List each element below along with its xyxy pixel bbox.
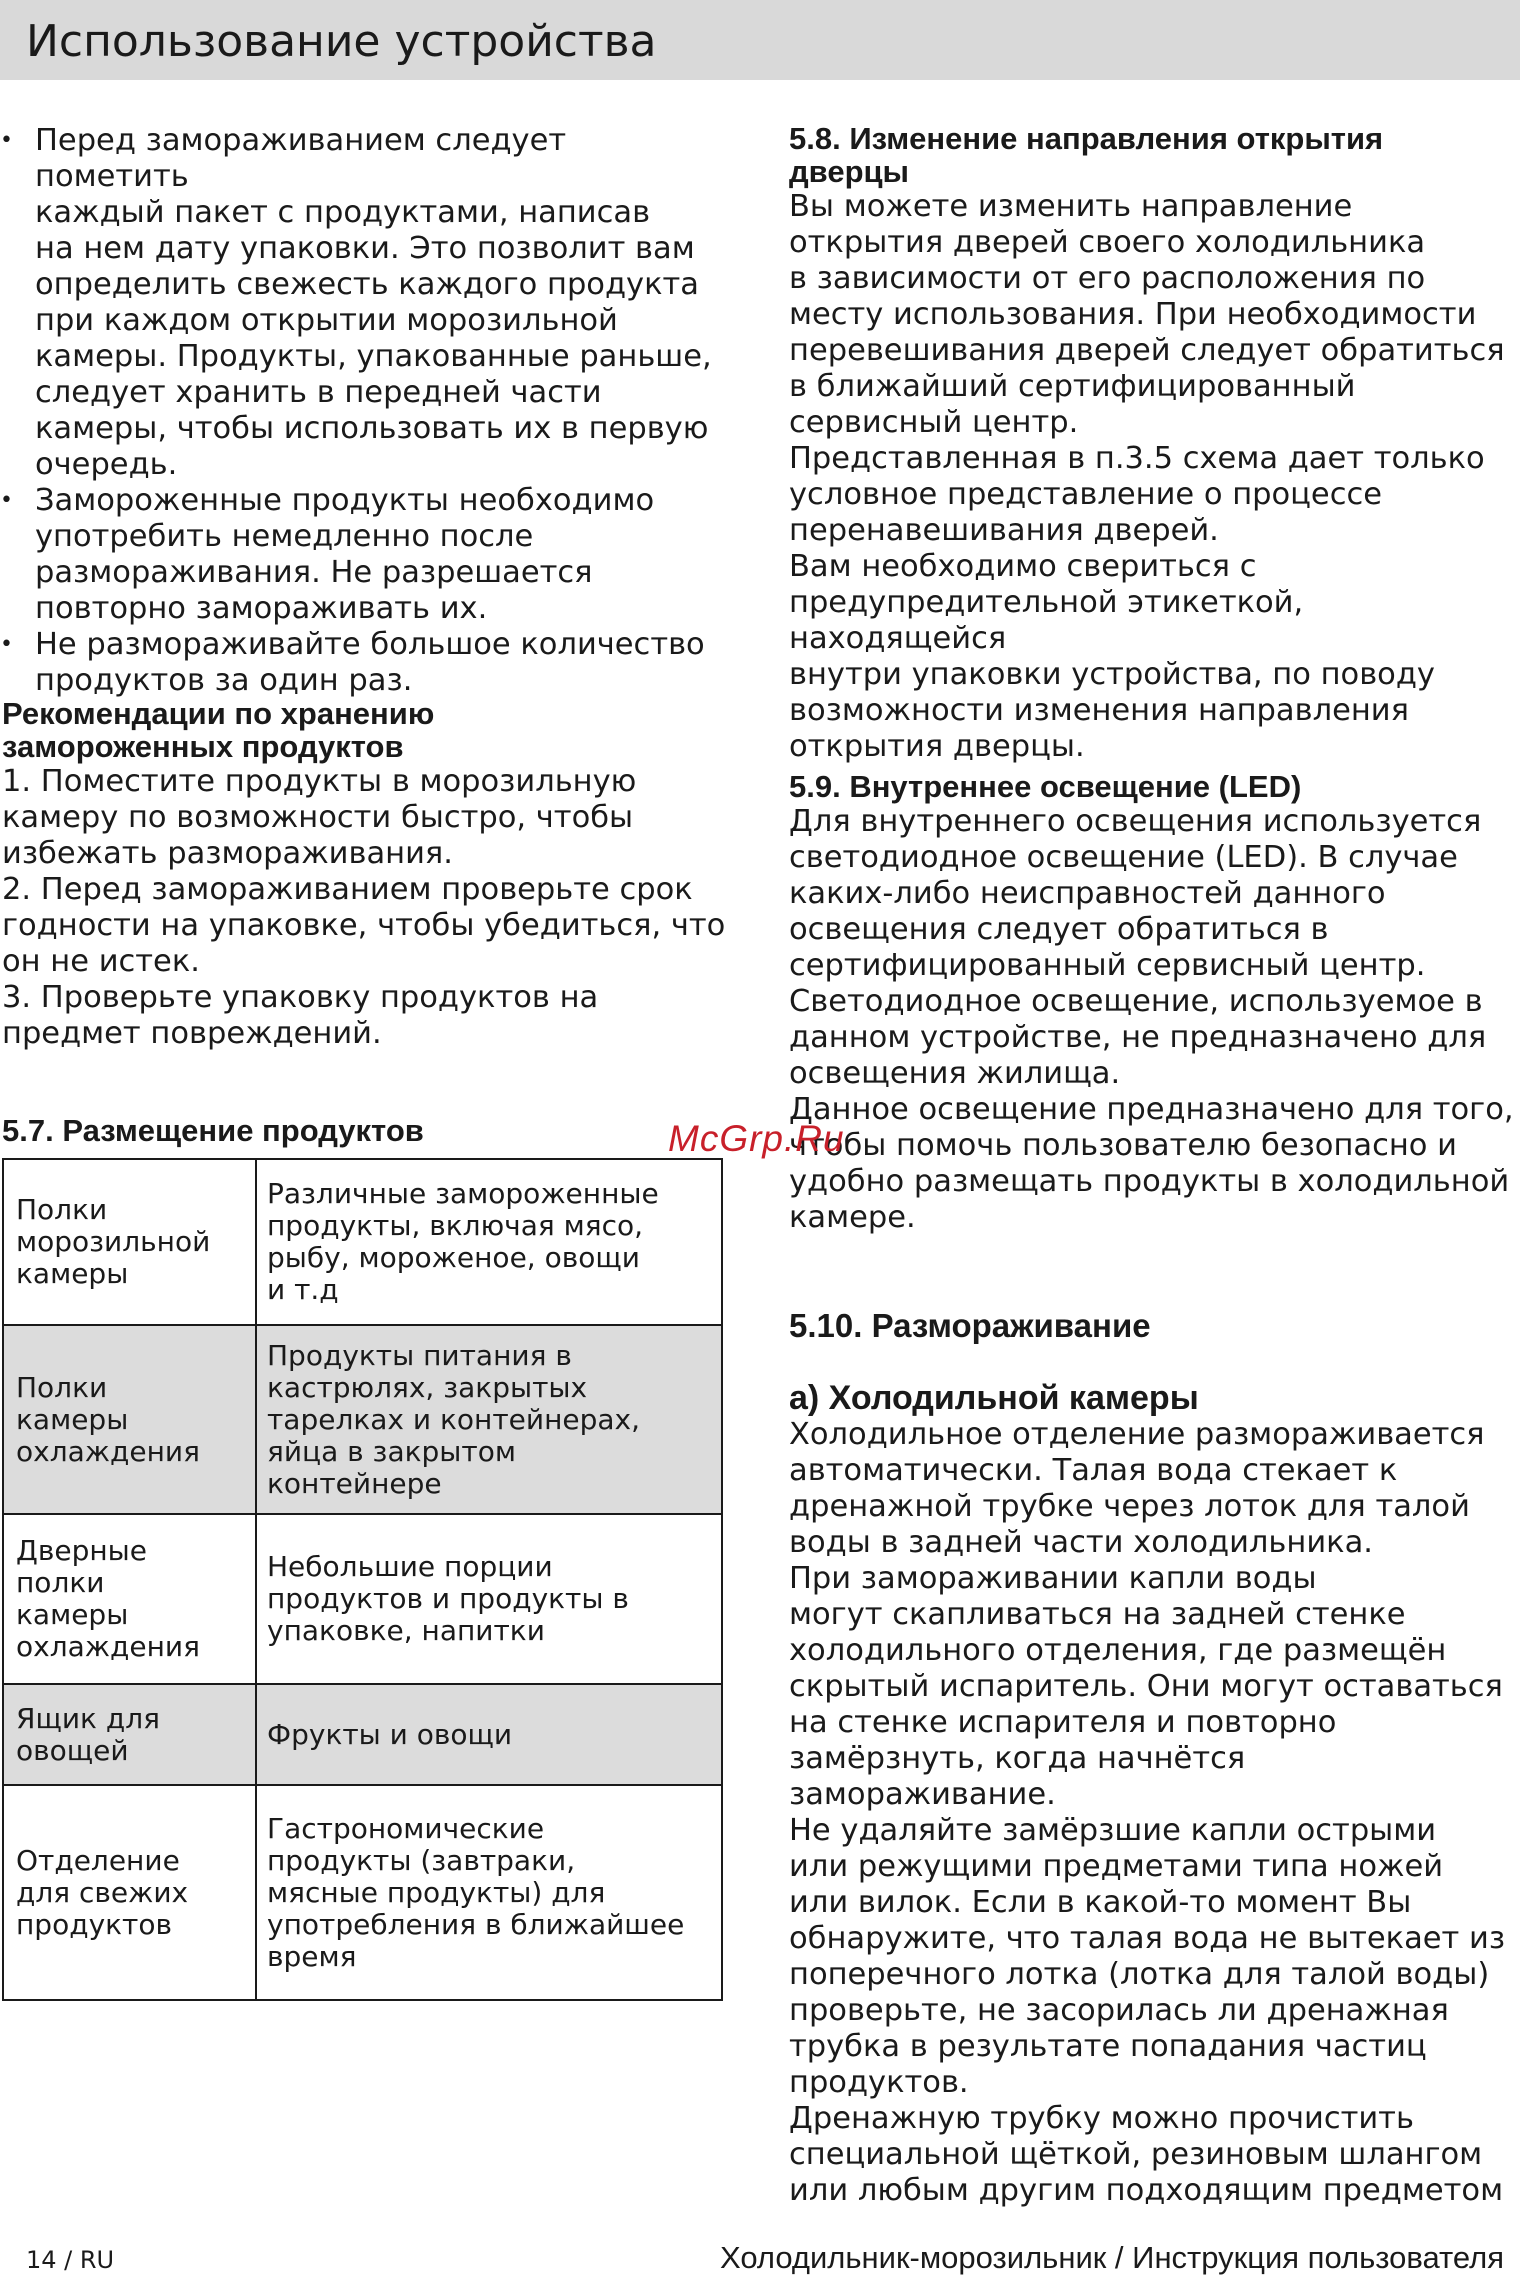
- bullet-icon: •: [0, 488, 13, 513]
- text-line: камеру по возможности быстро, чтобы: [2, 800, 634, 835]
- bullet-line: продуктов за один раз.: [35, 663, 413, 698]
- cell-line: продукты, включая мясо,: [267, 1209, 643, 1242]
- text-line: каких-либо неисправностей данного: [789, 876, 1386, 911]
- bullet-line: следует хранить в передней части: [35, 375, 602, 410]
- text-line: перевешивания дверей следует обратиться: [789, 333, 1505, 368]
- cell-line: продукты (завтраки,: [267, 1843, 576, 1877]
- text-line: внутри упаковки устройства, по поводу: [789, 657, 1435, 692]
- table-cell-place: [3, 1514, 256, 1684]
- cell-line: камеры: [16, 1402, 129, 1436]
- text-line: проверьте, не засорилась ли дренажная: [789, 1993, 1449, 2028]
- bullet-item: [0, 483, 728, 627]
- recommendations-heading: [2, 697, 728, 763]
- text-line: освещения следует обратиться в: [789, 912, 1329, 947]
- text-line: обнаружите, что талая вода не вытекает из: [789, 1921, 1506, 1956]
- text-line: удобно размещать продукты в холодильной: [789, 1164, 1510, 1199]
- text-line: скрытый испаритель. Они могут оставаться: [789, 1669, 1503, 1704]
- cell-line: полки: [16, 1566, 105, 1599]
- cell-line: Отделение: [16, 1843, 180, 1877]
- text-line: или любым другим подходящим предметом: [789, 2173, 1504, 2208]
- bullet-line: размораживания. Не разрешается: [35, 555, 593, 590]
- text-line: 1. Поместите продукты в морозильную: [2, 764, 637, 799]
- table-cell-items: [256, 1684, 722, 1785]
- text-line: или режущими предметами типа ножей: [789, 1849, 1444, 1884]
- text-line: освещения жилища.: [789, 1056, 1121, 1091]
- bullet-line: определить свежесть каждого продукта: [35, 267, 699, 302]
- text-line: камере.: [789, 1200, 916, 1235]
- cell-line: Продукты питания в: [267, 1338, 572, 1372]
- text-line: светодиодное освещение (LED). В случае: [789, 840, 1458, 875]
- text-line: предупредительной этикеткой, находящейся: [789, 585, 1304, 656]
- table-cell-place: [3, 1785, 256, 2000]
- section-5-8-heading: [789, 122, 1520, 188]
- section-5-9-heading: 5.9. Внутреннее освещение (LED): [789, 769, 1302, 804]
- bullet-icon: •: [0, 128, 13, 153]
- cell-line: тарелках и контейнерах,: [267, 1402, 641, 1436]
- table-cell-items: [256, 1785, 722, 2000]
- heading-line: Рекомендации по хранению: [2, 696, 435, 731]
- cell-line: Различные замороженные: [267, 1177, 659, 1210]
- table-cell-items: [256, 1325, 722, 1514]
- text-line: Данное освещение предназначено для того,: [789, 1092, 1514, 1127]
- heading-line: замороженных продуктов: [2, 729, 404, 764]
- text-line: поперечного лотка (лотка для талой воды): [789, 1957, 1490, 1992]
- section-5-8-text: [789, 189, 1520, 765]
- heading-line: 5.8. Изменение направления открытия: [789, 121, 1384, 156]
- cell-line: время: [267, 1939, 357, 1973]
- table-row: [3, 1159, 722, 1325]
- text-line: месту использования. При необходимости: [789, 297, 1477, 332]
- text-line: перенавешивания дверей.: [789, 513, 1219, 548]
- cell-line: морозильной: [16, 1225, 211, 1258]
- freezing-bullets: [0, 123, 728, 699]
- cell-line: кастрюлях, закрытых: [267, 1370, 588, 1404]
- text-line: дренажной трубке через лоток для талой: [789, 1489, 1470, 1524]
- text-line: При замораживании капли воды: [789, 1561, 1317, 1596]
- text-line: сервисный центр.: [789, 405, 1079, 440]
- text-line: предмет повреждений.: [2, 1016, 382, 1051]
- cell-line: камеры: [16, 1257, 129, 1290]
- section-5-10-text: [789, 1417, 1520, 2209]
- footer-document-title: Холодильник-морозильник / Инструкция пользователя: [720, 2240, 1504, 2275]
- cell-line: охлаждения: [16, 1630, 200, 1663]
- text-line: избежать размораживания.: [2, 836, 453, 871]
- table-row: [3, 1514, 722, 1684]
- cell-line: камеры: [16, 1598, 129, 1631]
- text-line: воды в задней части холодильника.: [789, 1525, 1373, 1560]
- header-bar: [0, 0, 1520, 80]
- cell-line: продуктов: [16, 1907, 172, 1941]
- text-line: Дренажную трубку можно прочистить: [789, 2101, 1414, 2136]
- placement-table: [2, 1158, 723, 2001]
- text-line: он не истек.: [2, 944, 200, 979]
- text-line: Вам необходимо свериться с: [789, 549, 1257, 584]
- cell-line: для свежих: [16, 1875, 189, 1909]
- text-line: трубка в результате попадания частиц: [789, 2029, 1427, 2064]
- text-line: Светодиодное освещение, используемое в: [789, 984, 1483, 1019]
- cell-line: контейнере: [267, 1466, 442, 1500]
- text-line: Вы можете изменить направление: [789, 189, 1353, 224]
- table-row: [3, 1684, 722, 1785]
- cell-line: упаковке, напитки: [267, 1614, 545, 1647]
- cell-line: яйца в закрытом: [267, 1434, 516, 1468]
- bullet-item: [0, 627, 728, 699]
- section-5-10-subheading: а) Холодильной камеры: [789, 1379, 1199, 1417]
- table-row: [3, 1325, 722, 1514]
- cell-line: и т.д: [267, 1273, 339, 1306]
- cell-line: Ящик для: [16, 1701, 160, 1735]
- bullet-item: [0, 123, 728, 483]
- text-line: специальной щёткой, резиновым шлангом: [789, 2137, 1483, 2172]
- cell-line: Полки: [16, 1370, 108, 1404]
- table-cell-items: [256, 1159, 722, 1325]
- recommendations-section: [2, 697, 728, 1052]
- text-line: продуктов.: [789, 2065, 969, 2100]
- text-line: или вилок. Если в какой-то момент Вы: [789, 1885, 1412, 1920]
- recommendations-text: [2, 764, 728, 1052]
- text-line: на стенке испарителя и повторно: [789, 1705, 1337, 1740]
- text-line: возможности изменения направления: [789, 693, 1409, 728]
- bullet-line: каждый пакет с продуктами, написав: [35, 195, 651, 230]
- placement-heading: 5.7. Размещение продуктов: [2, 1113, 424, 1148]
- cell-line: продуктов и продукты в: [267, 1582, 629, 1615]
- page-number: 14 / RU: [26, 2246, 115, 2274]
- text-line: годности на упаковке, чтобы убедиться, что: [2, 908, 726, 943]
- text-line: условное представление о процессе: [789, 477, 1382, 512]
- table-cell-place: [3, 1325, 256, 1514]
- text-line: в зависимости от его расположения по: [789, 261, 1426, 296]
- text-line: могут скапливаться на задней стенке: [789, 1597, 1406, 1632]
- text-line: Представленная в п.3.5 схема дает только: [789, 441, 1485, 476]
- text-line: в ближайший сертифицированный: [789, 369, 1356, 404]
- text-line: 2. Перед замораживанием проверьте срок: [2, 872, 693, 907]
- table-row: [3, 1785, 722, 2000]
- bullet-line: Перед замораживанием следует пометить: [35, 123, 567, 194]
- bullet-icon: •: [0, 632, 13, 657]
- cell-line: мясные продукты) для: [267, 1875, 606, 1909]
- bullet-line: камеры. Продукты, упакованные раньше,: [35, 339, 712, 374]
- cell-line: рыбу, мороженое, овощи: [267, 1241, 640, 1274]
- section-5-9: [789, 770, 1520, 1236]
- bullet-line: Не размораживайте большое количество: [35, 627, 705, 662]
- heading-line: дверцы: [789, 154, 910, 189]
- table-cell-place: [3, 1684, 256, 1785]
- cell-line: Гастрономические: [267, 1811, 545, 1845]
- text-line: замёрзнуть, когда начнётся замораживание.: [789, 1741, 1246, 1812]
- bullet-line: при каждом открытии морозильной: [35, 303, 618, 338]
- bullet-line: Замороженные продукты необходимо: [35, 483, 655, 518]
- table-cell-place: [3, 1159, 256, 1325]
- text-line: открытия дверцы.: [789, 729, 1085, 764]
- bullet-line: очередь.: [35, 447, 178, 482]
- text-line: открытия дверей своего холодильника: [789, 225, 1426, 260]
- cell-line: Небольшие порции: [267, 1550, 553, 1583]
- section-5-10-a: [789, 1378, 1520, 2209]
- cell-line: Дверные: [16, 1534, 148, 1567]
- text-line: Не удаляйте замёрзшие капли острыми: [789, 1813, 1437, 1848]
- watermark: McGrp.Ru: [668, 1118, 845, 1159]
- cell-line: овощей: [16, 1733, 129, 1767]
- bullet-line: на нем дату упаковки. Это позволит вам: [35, 231, 695, 266]
- bullet-line: повторно замораживать их.: [35, 591, 488, 626]
- bullet-line: камеры, чтобы использовать их в первую: [35, 411, 709, 446]
- text-line: Для внутреннего освещения используется: [789, 804, 1482, 839]
- text-line: сертифицированный сервисный центр.: [789, 948, 1426, 983]
- bullet-line: употребить немедленно после: [35, 519, 534, 554]
- section-5-10-heading: 5.10. Размораживание: [789, 1307, 1151, 1344]
- text-line: 3. Проверьте упаковку продуктов на: [2, 980, 599, 1015]
- table-cell-items: [256, 1514, 722, 1684]
- cell-line: Полки: [16, 1193, 108, 1226]
- cell-line: употребления в ближайшее: [267, 1907, 685, 1941]
- cell-line: охлаждения: [16, 1434, 200, 1468]
- text-line: автоматически. Талая вода стекает к: [789, 1453, 1398, 1488]
- section-5-8: [789, 122, 1520, 765]
- text-line: холодильного отделения, где размещён: [789, 1633, 1447, 1668]
- page-title: Использование устройства: [26, 16, 657, 67]
- text-line: чтобы помочь пользователю безопасно и: [789, 1128, 1457, 1163]
- text-line: данном устройстве, не предназначено для: [789, 1020, 1487, 1055]
- section-5-9-text: [789, 804, 1520, 1236]
- text-line: Холодильное отделение размораживается: [789, 1417, 1485, 1452]
- cell-line: Фрукты и овощи: [267, 1717, 513, 1751]
